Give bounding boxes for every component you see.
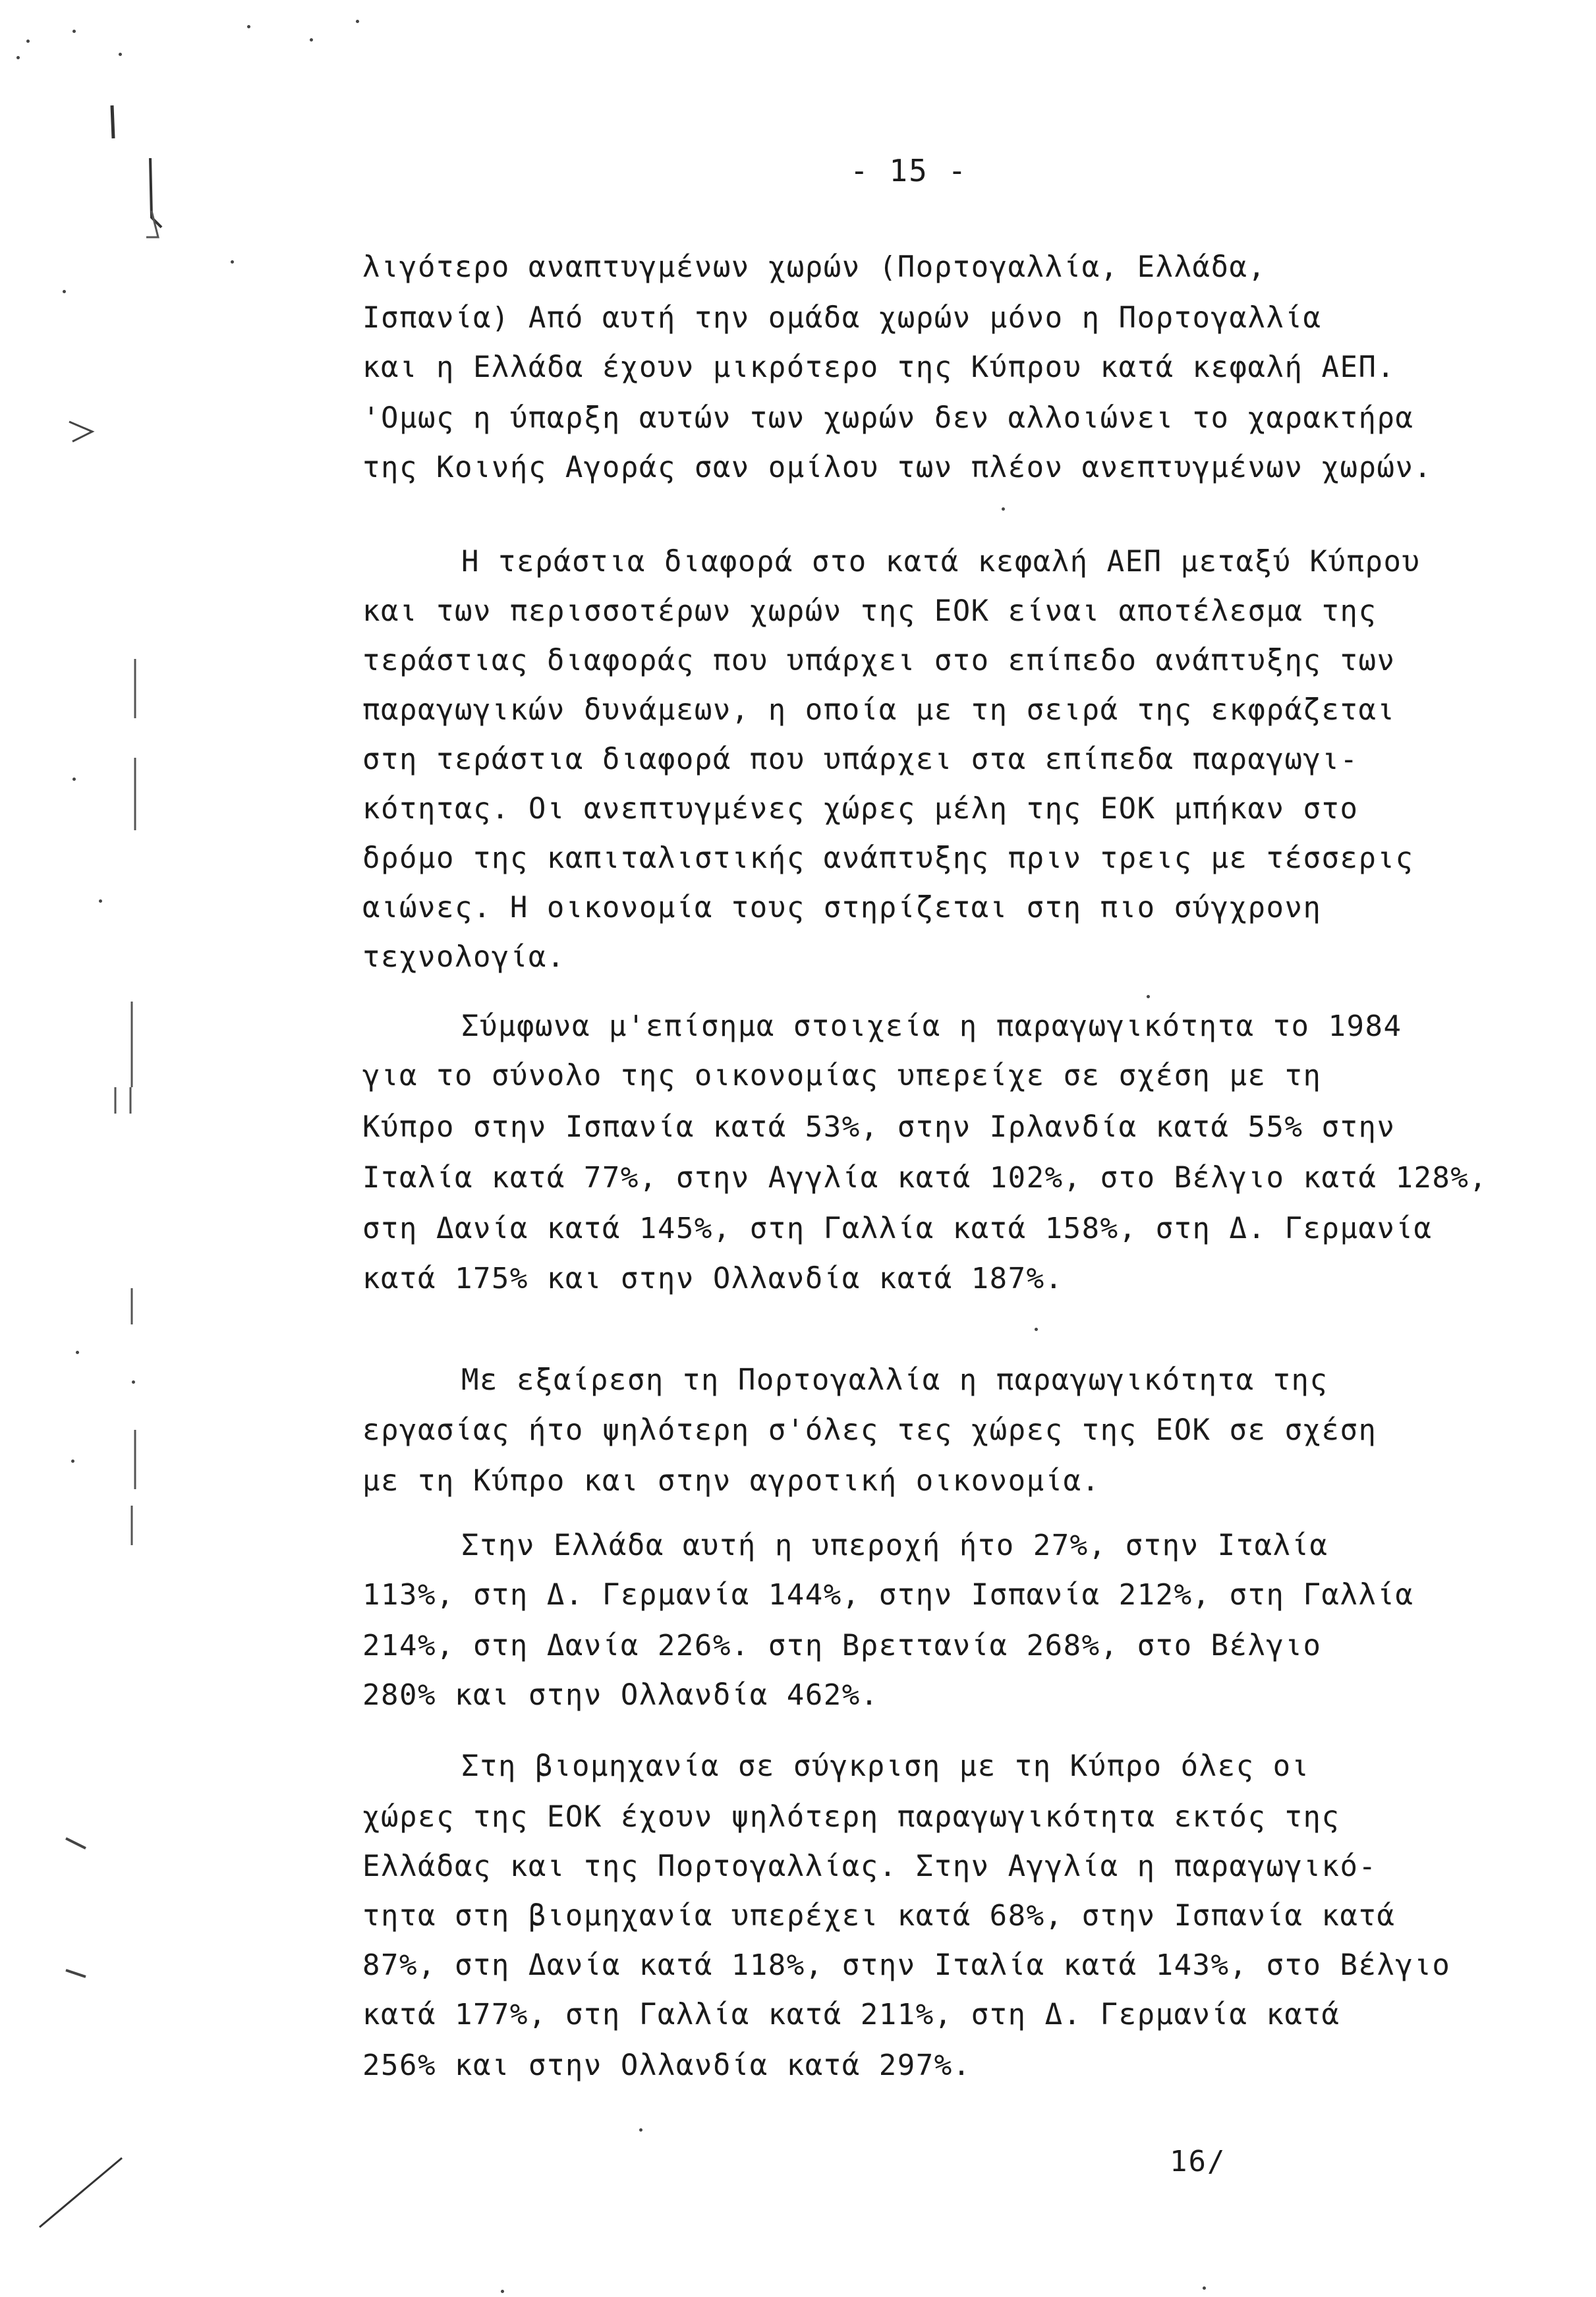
text-line: στη Δανία κατά 145%, στη Γαλλία κατά 158%, στη Δ. Γερμανία <box>362 1212 1433 1245</box>
text-line: για το σύνολο της οικονομίας υπερείχε σε σχέση με τη <box>362 1059 1322 1092</box>
page-number: - 15 - <box>850 153 968 188</box>
text-line: τεράστιας διαφοράς που υπάρχει στο επίπεδο ανάπτυξης των <box>362 644 1396 677</box>
text-line: κατά 177%, στη Γαλλία κατά 211%, στη Δ. Γερμανία κατά <box>362 1998 1340 2031</box>
text-line: δρόμο της καπιταλιστικής ανάπτυξης πριν τρεις με τέσσερις <box>362 841 1414 875</box>
scan-speck <box>71 1460 74 1463</box>
scan-speck <box>1203 2286 1206 2290</box>
text-line: λιγότερο αναπτυγμένων χωρών (Πορτογαλλία, Ελλάδα, <box>362 250 1267 284</box>
scan-speck <box>501 2290 504 2293</box>
text-line: Κύπρο στην Ισπανία κατά 53%, στην Ιρλανδία κατά 55% στην <box>362 1110 1396 1144</box>
text-line: Σύμφωνα μ'επίσημα στοιχεία η παραγωγικότητα το 1984 <box>461 1009 1402 1043</box>
text-line: εργασίας ήτο ψηλότερη σ'όλες τες χώρες της ΕΟΚ σε σχέση <box>362 1413 1377 1447</box>
text-line: Ελλάδας και της Πορτογαλλίας. Στην Αγγλία η παραγωγικό- <box>362 1850 1377 1883</box>
text-line: Με εξαίρεση τη Πορτογαλλία η παραγωγικότητα της <box>461 1363 1328 1397</box>
text-line: με τη Κύπρο και στην αγροτική οικονομία. <box>362 1464 1100 1498</box>
text-line: 113%, στη Δ. Γερμανία 144%, στην Ισπανία 212%, στη Γαλλία <box>362 1578 1414 1612</box>
text-line: 87%, στη Δανία κατά 118%, στην Ιταλία κατά 143%, στο Βέλγιο <box>362 1948 1451 1982</box>
text-line: αιώνες. Η οικονομία τους στηρίζεται στη πιο σύγχρονη <box>362 891 1322 924</box>
text-line: τητα στη βιομηχανία υπερέχει κατά 68%, στην Ισπανία κατά <box>362 1899 1396 1933</box>
text-line: 256% και στην Ολλανδία κατά 297%. <box>362 2049 971 2082</box>
text-line: Ισπανία) Από αυτή την ομάδα χωρών μόνο η Πορτογαλλία <box>362 301 1322 335</box>
scan-speck <box>119 53 122 56</box>
scan-speck <box>247 25 250 28</box>
text-line: και η Ελλάδα έχουν μικρότερο της Κύπρου κατά κεφαλή ΑΕΠ. <box>362 351 1396 384</box>
scan-speck <box>26 40 30 43</box>
text-line: Στη βιομηχανία σε σύγκριση με τη Κύπρο όλες οι <box>461 1749 1310 1783</box>
scan-speck <box>639 2128 642 2132</box>
text-line: χώρες της ΕΟΚ έχουν ψηλότερη παραγωγικότητα εκτός της <box>362 1800 1340 1834</box>
text-line: και των περισσοτέρων χωρών της ΕΟΚ είναι αποτέλεσμα της <box>362 594 1377 628</box>
scan-speck <box>231 260 234 264</box>
text-line: κότητας. Οι ανεπτυγμένες χώρες μέλη της ΕΟΚ μπήκαν στο <box>362 792 1359 826</box>
scan-speck <box>310 38 313 42</box>
text-line: 'Ομως η ύπαρξη αυτών των χωρών δεν αλλοιώνει το χαρακτήρα <box>362 401 1414 435</box>
scan-speck <box>356 20 359 23</box>
scan-speck <box>99 899 102 903</box>
scan-speck <box>63 290 66 293</box>
scan-speck <box>1147 995 1150 998</box>
scan-speck <box>1035 1328 1038 1331</box>
text-line: Ιταλία κατά 77%, στην Αγγλία κατά 102%, στο Βέλγιο κατά 128%, <box>362 1161 1488 1195</box>
text-line: κατά 175% και στην Ολλανδία κατά 187%. <box>362 1262 1064 1295</box>
text-line: της Κοινής Αγοράς σαν ομίλου των πλέον ανεπτυγμένων χωρών. <box>362 451 1433 484</box>
text-line: στη τεράστια διαφορά που υπάρχει στα επίπεδα παραγωγι- <box>362 743 1359 776</box>
scan-speck <box>1002 507 1005 511</box>
scan-speck <box>72 30 76 33</box>
scan-speck <box>76 1351 79 1354</box>
text-line: παραγωγικών δυνάμεων, η οποία με τη σειρά της εκφράζεται <box>362 693 1396 727</box>
text-line: 214%, στη Δανία 226%. στη Βρεττανία 268%, στο Βέλγιο <box>362 1629 1322 1662</box>
next-page-marker: 16/ <box>1170 2145 1226 2178</box>
scan-speck <box>16 56 20 59</box>
scan-speck <box>132 1380 135 1384</box>
text-line: Η τεράστια διαφορά στο κατά κεφαλή ΑΕΠ μεταξύ Κύπρου <box>461 545 1421 579</box>
text-line: 280% και στην Ολλανδία 462%. <box>362 1678 879 1712</box>
scan-speck <box>72 778 76 781</box>
text-line: τεχνολογία. <box>362 940 565 974</box>
text-line: Στην Ελλάδα αυτή η υπεροχή ήτο 27%, στην Ιταλία <box>461 1529 1328 1562</box>
